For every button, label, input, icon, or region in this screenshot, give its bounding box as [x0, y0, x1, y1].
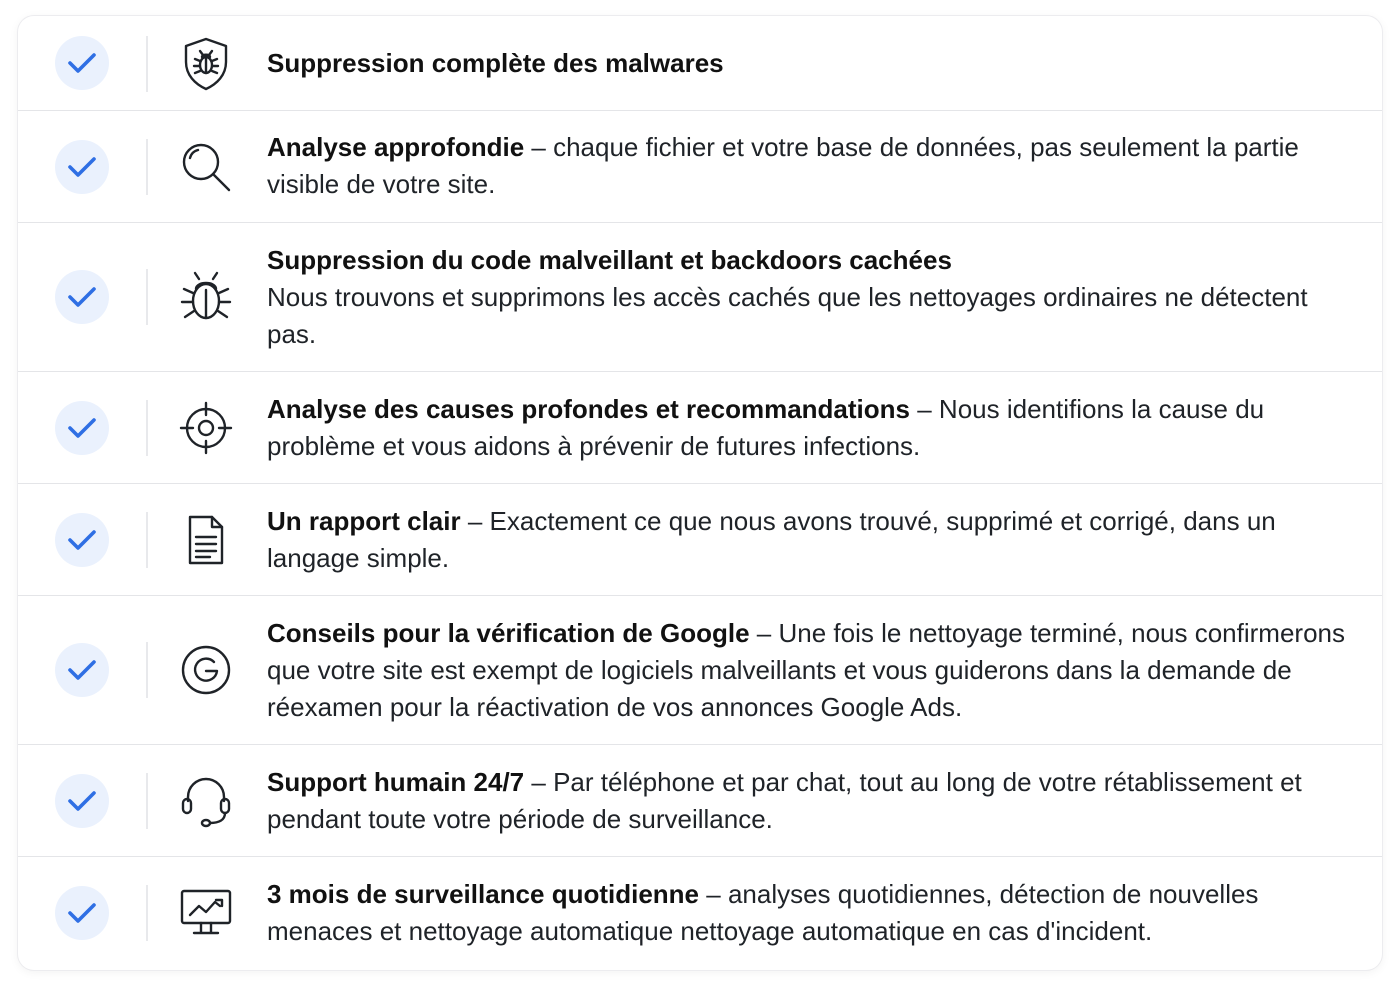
check-icon — [55, 140, 109, 194]
monitor-chart-icon — [178, 885, 234, 941]
feature-row — [18, 111, 1382, 223]
feature-row — [18, 857, 1382, 970]
feature-description: Une fois le nettoyage terminé, nous confirmerons que votre site est exempt de logiciels malveillants et vous guiderons dans la demande de réexamen pour la réactivation de vos annonces Google Ads. — [267, 618, 1345, 722]
feature-separator: – — [749, 618, 779, 648]
feature-title: Support humain 24/7 — [267, 767, 525, 797]
feature-title: Un rapport clair — [267, 506, 461, 536]
check-icon — [55, 36, 109, 90]
feature-text — [267, 503, 1357, 577]
check-icon — [55, 774, 109, 828]
feature-row — [18, 372, 1382, 484]
row-divider — [146, 400, 148, 456]
feature-row — [18, 745, 1382, 857]
feature-row — [18, 223, 1382, 372]
feature-description: Par téléphone et par chat, tout au long de votre rétablissement et pendant toute votre période de surveillance. — [267, 767, 1302, 834]
check-icon — [55, 513, 109, 567]
feature-title: 3 mois de surveillance quotidienne — [267, 879, 700, 909]
feature-text — [267, 129, 1357, 203]
row-divider — [146, 36, 148, 92]
feature-title: Analyse des causes profondes et recommandations — [267, 394, 910, 424]
feature-title: Suppression complète des malwares — [267, 48, 724, 78]
feature-description: chaque fichier et votre base de données, pas seulement la partie visible de votre site. — [267, 132, 1299, 199]
document-icon — [178, 512, 234, 568]
row-divider — [146, 773, 148, 829]
feature-text — [267, 391, 1357, 465]
feature-text — [267, 764, 1357, 838]
feature-separator: – — [699, 879, 728, 909]
check-icon — [55, 270, 109, 324]
feature-separator: – — [910, 394, 939, 424]
crosshair-icon — [178, 400, 234, 456]
magnifier-icon — [178, 139, 234, 195]
feature-list-card — [18, 16, 1382, 970]
feature-title: Suppression du code malveillant et backdoors cachées — [267, 245, 952, 275]
shield-bug-icon — [178, 36, 234, 92]
row-divider — [146, 642, 148, 698]
feature-description: analyses quotidiennes, détection de nouvelles menaces et nettoyage automatique nettoyage automatique en cas d'incident. — [267, 879, 1259, 946]
bug-icon — [178, 269, 234, 325]
row-divider — [146, 512, 148, 568]
feature-row — [18, 596, 1382, 745]
row-divider — [146, 139, 148, 195]
feature-separator: – — [524, 767, 554, 797]
feature-description: Nous trouvons et supprimons les accès cachés que les nettoyages ordinaires ne détectent pas. — [267, 282, 1308, 349]
feature-description: Nous identifions la cause du problème et vous aidons à prévenir de futures infections. — [267, 394, 1265, 461]
feature-row — [18, 484, 1382, 596]
feature-text — [267, 615, 1357, 726]
feature-text — [267, 876, 1357, 950]
check-icon — [55, 886, 109, 940]
feature-title: Analyse approfondie — [267, 132, 525, 162]
feature-row — [18, 16, 1382, 111]
feature-text — [267, 242, 1357, 353]
row-divider — [146, 885, 148, 941]
feature-separator: – — [524, 132, 554, 162]
feature-description: Exactement ce que nous avons trouvé, supprimé et corrigé, dans un langage simple. — [267, 506, 1276, 573]
feature-separator: – — [460, 506, 490, 536]
google-icon — [178, 642, 234, 698]
check-icon — [55, 643, 109, 697]
feature-text — [267, 45, 1357, 82]
row-divider — [146, 269, 148, 325]
headset-icon — [178, 773, 234, 829]
feature-title: Conseils pour la vérification de Google — [267, 618, 750, 648]
check-icon — [55, 401, 109, 455]
